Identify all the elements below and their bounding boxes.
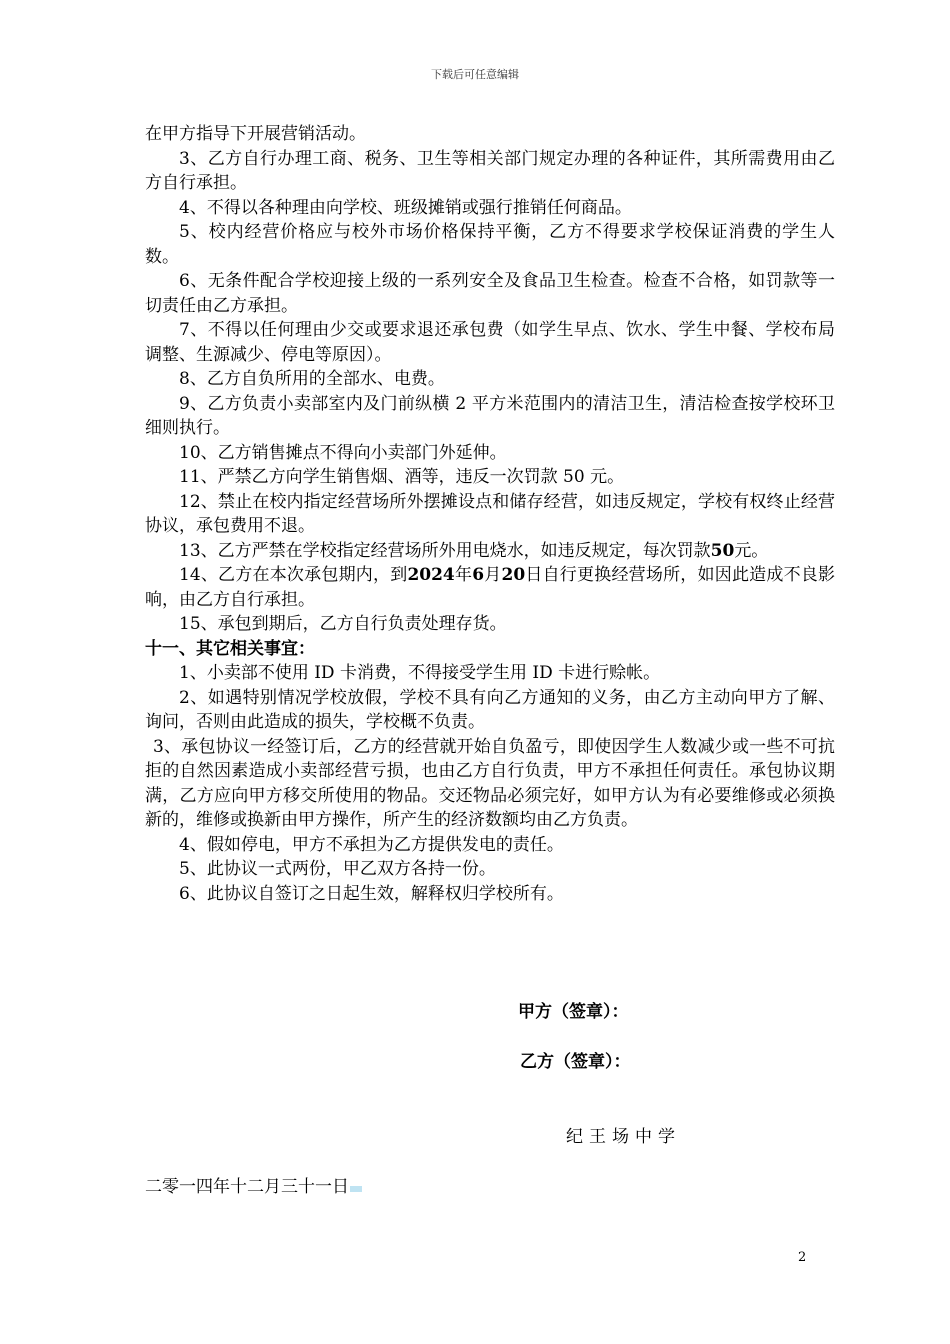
clause-13-fine: 50 xyxy=(710,540,735,561)
other-item-2: 2、如遇特别情况学校放假，学校不具有向乙方通知的义务，由乙方主动向甲方了解、询问，否则由此造成的损失，学校概不负责。 xyxy=(145,687,835,732)
other-item-1: 1、小卖部不使用 ID 卡消费，不得接受学生用 ID 卡进行赊帐。 xyxy=(179,663,661,683)
other-item-3: 3、承包协议一经签订后，乙方的经营就开始自负盈亏，即使因学生人数减少或一些不可抗拒的自然因素造成小卖部经营亏损，也由乙方自行负责，甲方不承担任何责任。承包协议期满，乙方应向甲方移交所使用的物品。交还物品必须完好，如甲方认为有必要维修或必须换新的，维修或换新由甲方操作，所产生的经济数额均由乙方负责。 xyxy=(145,736,835,830)
party-a-signature-label: 甲方（签章）： xyxy=(518,1002,629,1022)
school-name: 纪王场中学 xyxy=(566,1127,681,1147)
clause-6: 6、无条件配合学校迎接上级的一系列安全及食品卫生检查。检查不合格，如罚款等一切责任由乙方承担。 xyxy=(145,271,835,316)
clause-14-month: 6 xyxy=(472,565,485,585)
clause-7: 7、不得以任何理由少交或要求退还承包费（如学生早点、饮水、学生中餐、学校布局调整、生源减少、停电等原因）。 xyxy=(145,320,835,365)
other-item-5: 5、此协议一式两份，甲乙双方各持一份。 xyxy=(179,859,496,879)
clause-15: 15、承包到期后，乙方自行负责处理存货。 xyxy=(179,614,507,634)
clause-14 xyxy=(145,563,835,612)
date-line xyxy=(145,1172,362,1197)
clause-13-text: 13、乙方严禁在学校指定经营场所外用电烧水，如违反规定，每次罚款 xyxy=(179,540,711,561)
clause-10: 10、乙方销售摊点不得向小卖部门外延伸。 xyxy=(179,442,507,463)
clause-14-text-c: 月 xyxy=(484,565,502,585)
clause-5: 5、校内经营价格应与校外市场价格保持平衡，乙方不得要求学校保证消费的学生人数。 xyxy=(145,222,835,267)
header-note: 下载后可任意编辑 xyxy=(431,68,519,81)
section-11-heading: 十一、其它相关事宜： xyxy=(145,638,315,659)
signing-date: 二零一四年十二月三十一日 xyxy=(145,1177,349,1197)
text-cursor-marker xyxy=(350,1186,362,1192)
paragraph-continuation: 在甲方指导下开展营销活动。 xyxy=(145,124,366,144)
clause-14-text-d: 日自行更换经营场所，如因此造成不良影响，由乙方自行承担。 xyxy=(145,565,836,610)
clause-9: 9、乙方负责小卖部室内及门前纵横 2 平方米范围内的清洁卫生，清洁检查按学校环卫细则执行。 xyxy=(145,393,835,438)
party-b-signature-label: 乙方（签章）： xyxy=(520,1052,631,1072)
clause-13-unit: 元。 xyxy=(734,540,769,561)
clause-13 xyxy=(145,539,835,564)
clause-11: 11、严禁乙方向学生销售烟、酒等，违反一次罚款 50 元。 xyxy=(179,467,625,487)
clause-14-year: 2024 xyxy=(407,565,455,585)
other-item-6: 6、此协议自签订之日起生效，解释权归学校所有。 xyxy=(179,883,564,904)
document-body xyxy=(145,122,835,906)
clause-14-text-a: 14、乙方在本次承包期内，到 xyxy=(179,565,408,585)
clause-14-text-b: 年 xyxy=(454,565,473,585)
other-item-4: 4、假如停电，甲方不承担为乙方提供发电的责任。 xyxy=(179,834,564,855)
clause-14-day: 20 xyxy=(501,565,526,585)
clause-12: 12、禁止在校内指定经营场所外摆摊设点和储存经营，如违反规定，学校有权终止经营协议，承包费用不退。 xyxy=(145,491,835,536)
page-number: 2 xyxy=(798,1250,807,1265)
clause-8: 8、乙方自负所用的全部水、电费。 xyxy=(179,369,445,389)
clause-4: 4、不得以各种理由向学校、班级摊销或强行推销任何商品。 xyxy=(179,197,632,218)
clause-3: 3、乙方自行办理工商、税务、卫生等相关部门规定办理的各种证件，其所需费用由乙方自行承担。 xyxy=(145,148,835,193)
